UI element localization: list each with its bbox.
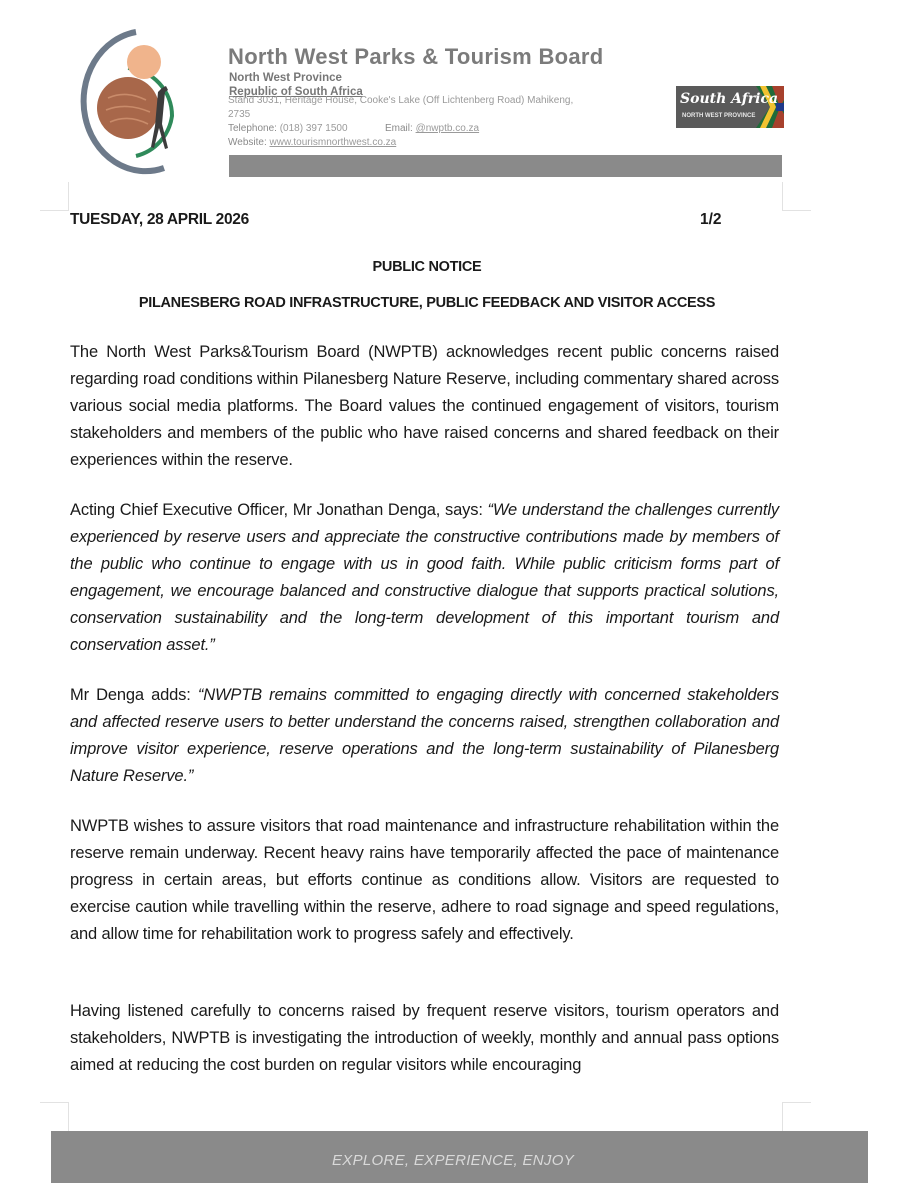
email-label: Email:: [385, 123, 413, 134]
province-line: North West Province: [229, 72, 342, 84]
crop-mark: [40, 1102, 69, 1131]
email-link[interactable]: @nwptb.co.za: [415, 123, 480, 134]
notice-label: PUBLIC NOTICE: [372, 259, 482, 275]
website-line: [228, 137, 396, 148]
paragraph-3: [70, 682, 779, 790]
website-label: Website:: [228, 137, 267, 148]
email-line: [385, 123, 479, 134]
paragraph-4: NWPTB wishes to assure visitors that road maintenance and infrastructure rehabilitation within the reserve remain underway. Recent heavy rains have temporarily affected the pace of maintenance progress in certain areas, but efforts continue as conditions allow. Visitors are requested to exercise caution while travelling within the reserve, adhere to road signage and speed regulations, and allow time for rehabilitation work to progress safely and effectively.: [70, 817, 779, 943]
letterhead-band: [229, 155, 782, 177]
website-link[interactable]: www.tourismnorthwest.co.za: [269, 137, 397, 148]
crop-mark: [782, 1102, 811, 1131]
paragraph-2-quote: “We understand the challenges currently experienced by reserve users and appreciate the constructive contributions made by members of the public who continue to engage with us in good faith. While public criticism forms part of engagement, we encourage balanced and constructive dialogue that supports practical solutions, conservation sustainability and the long-term development of this important tourism and conservation asset.”: [70, 501, 779, 654]
telephone-label: Telephone:: [228, 123, 277, 134]
badge-subtitle: NORTH WEST PROVINCE: [682, 113, 756, 119]
crop-mark: [782, 182, 811, 211]
notice-heading: PILANESBERG ROAD INFRASTRUCTURE, PUBLIC FEEDBACK AND VISITOR ACCESS: [138, 295, 716, 311]
address-line-1: Stand 3031, Heritage House, Cooke's Lake (Off Lichtenberg Road) Mahikeng,: [228, 95, 574, 106]
address-line-2: 2735: [228, 109, 251, 120]
south-africa-badge: [676, 86, 784, 128]
telephone-line: [228, 123, 348, 134]
telephone-value: (018) 397 1500: [279, 123, 348, 134]
badge-title: South Africa: [680, 91, 779, 107]
paragraph-3-intro: Mr Denga adds:: [70, 686, 198, 704]
paragraph-1: The North West Parks&Tourism Board (NWPTB) acknowledges recent public concerns raised regarding road conditions within Pilanesberg Nature Reserve, including commentary shared across various social media platforms. The Board values the continued engagement of visitors, tourism stakeholders and members of the public who have raised concerns and shared feedback on their experiences within the reserve.: [70, 343, 779, 469]
nwptb-logo: [66, 28, 186, 178]
paragraph-2-intro: Acting Chief Executive Officer, Mr Jonathan Denga, says:: [70, 501, 488, 519]
page-number: 1/2: [700, 211, 722, 228]
crop-mark: [40, 182, 69, 211]
release-date: TUESDAY, 28 APRIL 2026: [70, 211, 249, 228]
paragraph-5: Having listened carefully to concerns raised by frequent reserve visitors, tourism operators and stakeholders, NWPTB is investigating the introduction of weekly, monthly and annual pass options aimed at reducing the cost burden on regular visitors while encouraging: [70, 1002, 779, 1074]
paragraph-2: [70, 497, 779, 659]
footer-tagline: EXPLORE, EXPERIENCE, ENJOY: [331, 1152, 575, 1169]
republic-line: Republic of South Africa: [229, 86, 363, 98]
organization-title: North West Parks & Tourism Board: [228, 44, 604, 69]
paragraph-3-quote: “NWPTB remains committed to engaging directly with concerned stakeholders and affected reserve users to better understand the concerns raised, strengthen collaboration and improve visitor experience, reserve operations and the long-term sustainability of Pilanesberg Nature Reserve.”: [70, 686, 779, 785]
